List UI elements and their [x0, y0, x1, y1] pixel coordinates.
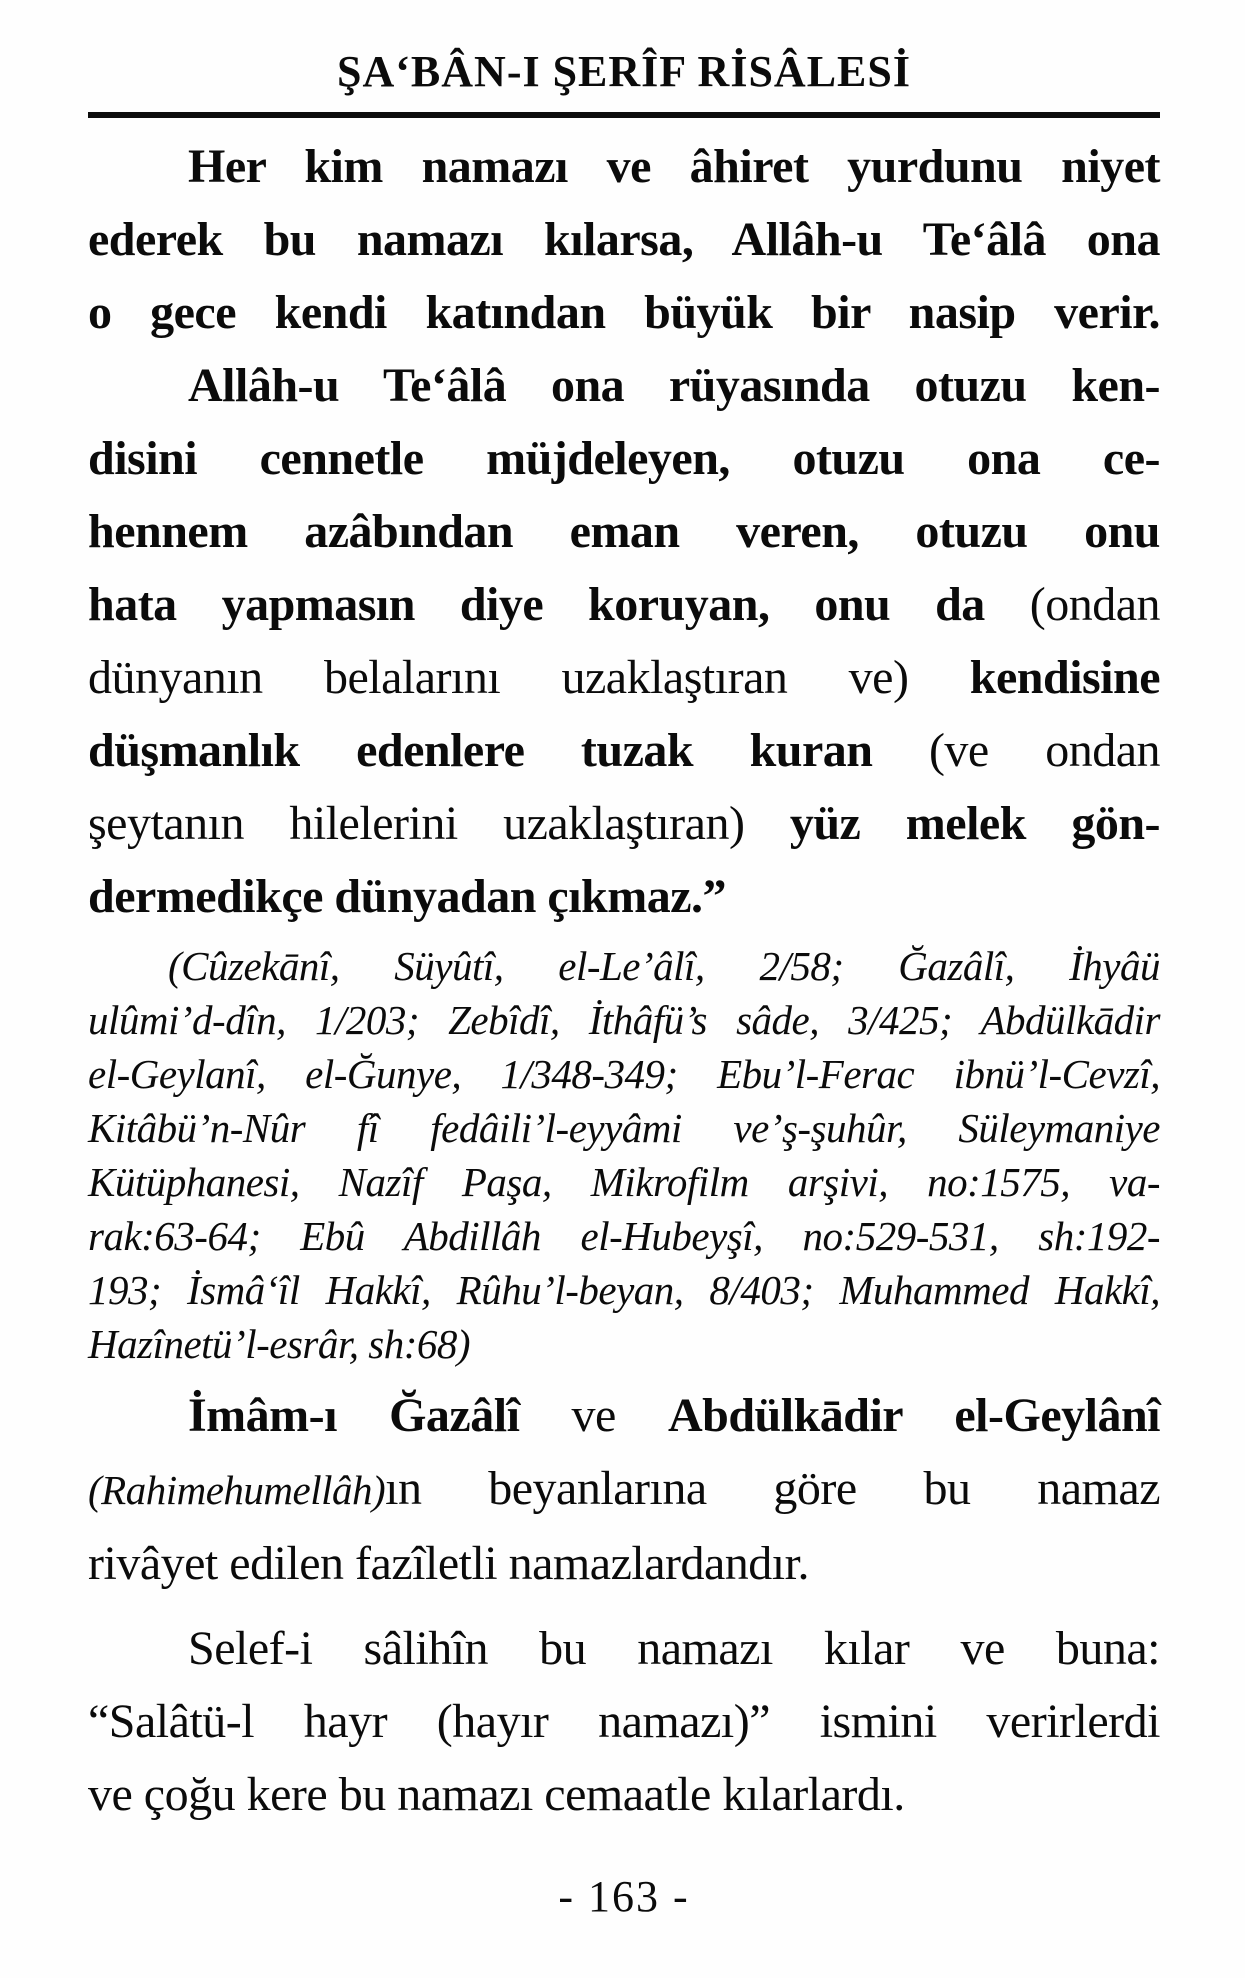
text-line [88, 1209, 1160, 1263]
text-run: (Rahimehumellâh) [88, 1467, 386, 1513]
text-line [88, 1452, 1160, 1527]
text-line [88, 130, 1160, 203]
text-run: ve çoğu kere bu namazı cemaatle kılarlardı. [88, 1768, 905, 1821]
text-line [88, 495, 1160, 568]
text-run: hata yapmasın diye koruyan, onu da [88, 578, 1030, 631]
page-body [88, 130, 1160, 1831]
text-line [88, 641, 1160, 714]
text-line [88, 993, 1160, 1047]
commentary-paragraph [88, 1379, 1160, 1600]
page-header-title: ŞA‘BÂN-I ŞERÎF RİSÂLESİ [337, 47, 911, 96]
text-run: hennem azâbından eman veren, otuzu onu [88, 505, 1160, 558]
text-run: (ondan [1029, 578, 1160, 631]
hadith-quote-part2 [88, 349, 1160, 933]
text-line [88, 1263, 1160, 1317]
text-line [88, 787, 1160, 860]
text-line [88, 1317, 1160, 1371]
text-run: Abdülkādir el-Geylânî [667, 1389, 1160, 1442]
text-run: düşmanlık edenlere tuzak kuran [88, 724, 929, 777]
text-line [88, 1685, 1160, 1758]
text-run: Allâh-u Te‘âlâ ona rüyasında otuzu ken- [188, 359, 1160, 412]
text-run: ederek bu namazı kılarsa, Allâh-u Te‘âlâ ona [88, 213, 1160, 266]
text-line [88, 568, 1160, 641]
text-line [88, 1155, 1160, 1209]
text-run: Kitâbü’n-Nûr fî fedâili’l-eyyâmi ve’ş-şuhûr, Süleymaniye [88, 1105, 1160, 1151]
text-line [88, 203, 1160, 276]
text-run: Kütüphanesi, Nazîf Paşa, Mikrofilm arşivi, no:1575, va- [88, 1159, 1160, 1205]
text-line [88, 1612, 1160, 1685]
text-line [88, 349, 1160, 422]
citation-paragraph [88, 939, 1160, 1371]
text-run: (ve ondan [928, 724, 1160, 777]
text-run: rivâyet edilen fazîletli namazlardandır. [88, 1537, 809, 1590]
text-run: el-Geylanî, el-Ğunye, 1/348-349; Ebu’l-Ferac ibnü’l-Cevzî, [88, 1051, 1160, 1097]
text-line [88, 1101, 1160, 1155]
text-run: kendisine [969, 651, 1160, 704]
text-line [88, 276, 1160, 349]
text-line [88, 1047, 1160, 1101]
text-run: disini cennetle müjdeleyen, otuzu ona ce- [88, 432, 1160, 485]
text-run: 193; İsmâ‘îl Hakkî, Rûhu’l-beyan, 8/403; Muhammed Hakkî, [88, 1267, 1160, 1313]
text-run: “Salâtü-l hayr (hayır namazı)” ismini verirlerdi [88, 1695, 1160, 1748]
text-run: İmâm-ı Ğazâlî [188, 1389, 572, 1442]
text-line [88, 1527, 1160, 1600]
page-number: - 163 - [558, 1872, 690, 1921]
text-line [88, 939, 1160, 993]
text-run: ve [571, 1389, 668, 1442]
header-rule-divider [88, 112, 1160, 118]
closing-paragraph [88, 1612, 1160, 1831]
text-run: şeytanın hilelerini uzaklaştıran) [88, 797, 790, 850]
text-run: Her kim namazı ve âhiret yurdunu niyet [188, 140, 1160, 193]
text-run: Selef-i sâlihîn bu namazı kılar ve buna: [188, 1622, 1160, 1675]
hadith-quote-part1 [88, 130, 1160, 349]
text-line [88, 860, 1160, 933]
text-run: Hazînetü’l-esrâr, sh:68) [88, 1321, 471, 1367]
text-run: dermedikçe dünyadan çıkmaz.” [88, 870, 727, 923]
text-run: ın beyanlarına göre bu namaz [385, 1462, 1160, 1515]
text-run: o gece kendi katından büyük bir nasip verir. [88, 286, 1160, 339]
text-run: rak:63-64; Ebû Abdillâh el-Hubeyşî, no:529-531, sh:192- [88, 1213, 1160, 1259]
text-run: (Cûzekānî, Süyûtî, el-Le’âlî, 2/58; Ğazâlî, İhyâü [168, 943, 1160, 989]
text-line [88, 714, 1160, 787]
text-run: dünyanın belalarını uzaklaştıran ve) [88, 651, 970, 704]
text-line [88, 1379, 1160, 1452]
text-run: ulûmi’d-dîn, 1/203; Zebîdî, İthâfü’s sâde, 3/425; Abdülkādir [88, 997, 1160, 1043]
text-line [88, 1758, 1160, 1831]
text-line [88, 422, 1160, 495]
text-run: yüz melek gön- [789, 797, 1160, 850]
